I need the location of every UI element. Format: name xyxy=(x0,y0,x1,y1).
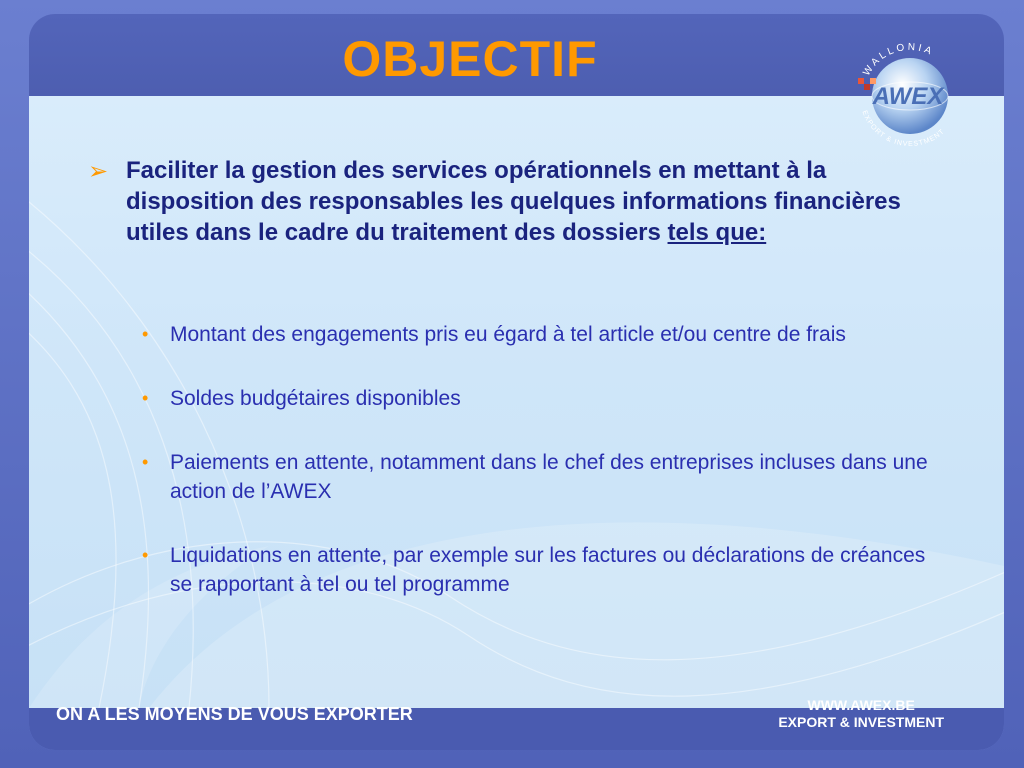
bullet-text: Soldes budgétaires disponibles xyxy=(170,387,461,410)
main-point-text xyxy=(126,155,948,248)
bullet-list xyxy=(142,320,932,634)
bullet-text: Paiements en attente, notamment dans le chef des entreprises incluses dans une action de l’AWEX xyxy=(170,451,928,503)
footer-tagline: EXPORT & INVESTMENT xyxy=(778,714,944,730)
awex-logo xyxy=(852,38,968,154)
arrow-bullet-icon: ➢ xyxy=(88,158,109,185)
logo-bottom-text: EXPORT & INVESTMENT xyxy=(860,109,947,149)
dot-bullet-icon: • xyxy=(142,545,149,565)
main-point xyxy=(88,155,948,248)
slide-title: OBJECTIF xyxy=(342,31,598,87)
dot-bullet-icon: • xyxy=(142,388,149,408)
logo-top-text: WALLONIA xyxy=(861,41,936,78)
main-point-underlined: tels que: xyxy=(667,219,767,246)
bullet-text: Liquidations en attente, par exemple sur les factures ou déclarations de créances se rapportant à tel ou tel programme xyxy=(170,544,926,596)
main-point-body: Faciliter la gestion des services opérationnels en mettant à la disposition des responsables les quelques informations financières utiles dans le cadre du traitement des dossiers xyxy=(126,157,901,246)
list-item xyxy=(142,320,932,349)
dot-bullet-icon: • xyxy=(142,324,149,344)
footer-slogan: ON A LES MOYENS DE VOUS EXPORTER xyxy=(56,704,413,724)
footer-contact xyxy=(778,697,944,731)
logo-center-text: AWEX xyxy=(872,83,944,110)
bullet-text: Montant des engagements pris eu égard à tel article et/ou centre de frais xyxy=(170,323,846,346)
list-item xyxy=(142,448,932,506)
list-item xyxy=(142,384,932,413)
footer-website: WWW.AWEX.BE xyxy=(807,697,915,713)
list-item xyxy=(142,541,932,599)
dot-bullet-icon: • xyxy=(142,452,149,472)
